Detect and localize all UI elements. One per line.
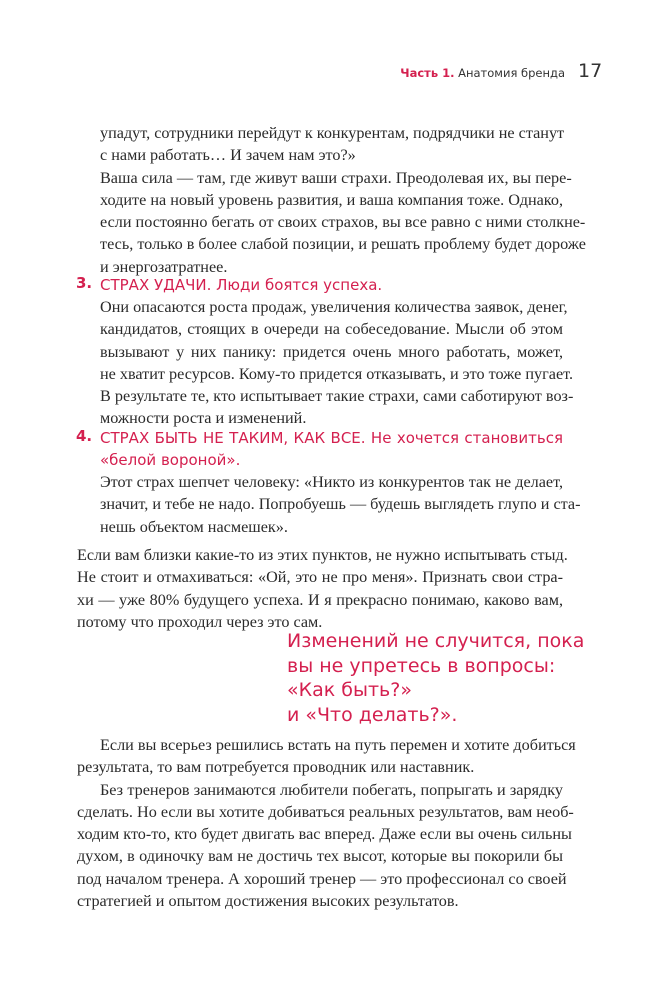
text-line: хи — уже 80% будущего успеха. И я прекрасно понимаю, каково вам, [77, 590, 563, 609]
text-line: Если вам близки какие-то из этих пунктов, не нужно испытывать стыд. [77, 546, 568, 564]
text-line: кандидатов, стоящих в очереди на собеседование. Мысли об этом [100, 320, 563, 339]
quote-line: Изменений не случится, пока [287, 630, 585, 652]
text-line: духом, в одиночку вам не достичь тех высот, которые вы покорили бы [77, 847, 563, 866]
text-line: вызывают у них панику: придется очень много работать, может, [100, 342, 563, 361]
text-line: и энергозатратнее. [100, 257, 228, 276]
part-label: Часть 1. [400, 66, 455, 80]
item-heading [100, 427, 563, 471]
item-body [100, 471, 581, 538]
text-line: если постоянно бегать от своих страхов, вы все равно с ними столкне- [100, 213, 586, 232]
text-line: упадут, сотрудники перейдут к конкурентам, подрядчики не станут [100, 124, 565, 142]
text-line: Если вы всерьез решились встать на путь перемен и хотите добиться [100, 736, 576, 754]
closing-paragraph [77, 544, 568, 633]
quote-line: и «Что делать?». [287, 703, 458, 726]
item-number: 4. [76, 427, 93, 445]
quote-line: «Как быть?» [287, 679, 412, 701]
text-line: не хватит ресурсов. Кому-то придется отказывать, и это тоже пугает. [100, 364, 574, 383]
final-paragraph [77, 734, 576, 912]
text-line: Не стоит и отмахиваться: «Ой, это не про меня». Признать свои стра- [77, 568, 563, 587]
item-heading: СТРАХ УДАЧИ. Люди боятся успеха. [100, 276, 383, 294]
text-line: результата, то вам потребуется проводник или наставник. [77, 758, 475, 777]
text-line: с нами работать… И зачем нам это?» [100, 146, 356, 165]
text-line: В результате те, кто испытывает такие страхи, сами саботируют воз- [100, 387, 574, 406]
text-line: Ваша сила — там, где живут ваши страхи. Преодолевая их, вы пере- [100, 168, 572, 187]
chapter-title: Анатомия бренда [458, 66, 565, 80]
text-line: значит, и тебе не надо. Попробуешь — будешь выглядеть глупо и ста- [100, 495, 581, 514]
quote-line: вы не упретесь в вопросы: [287, 654, 556, 677]
text-line: ходите на новый уровень развития, и ваша компания тоже. Однако, [100, 190, 563, 209]
heading-line: «белой вороной». [100, 451, 241, 469]
text-line: Без тренеров занимаются любители побегать, попрыгать и зарядку [100, 780, 563, 799]
text-line: ходим кто-то, кто будет двигать вас вперед. Даже если вы очень сильны [77, 825, 572, 844]
text-line: под началом тренера. А хороший тренер — это профессионал со своей [77, 869, 567, 888]
text-line: можности роста и изменений. [100, 409, 307, 428]
running-header [300, 66, 565, 80]
text-line: потому что проходил через это сам. [77, 612, 323, 631]
text-line: Они опасаются роста продаж, увеличения количества заявок, денег, [100, 298, 568, 316]
text-line: стратегией и опытом достижения высоких результатов. [77, 892, 459, 911]
text-line: нешь объектом насмешек». [100, 517, 288, 536]
intro-paragraph [100, 122, 586, 278]
text-line: сделать. Но если вы хотите добиваться реальных результатов, вам необ- [77, 802, 574, 821]
text-line: тесь, только в более слабой позиции, и решать проблему будет дороже [100, 235, 586, 254]
page-number: 17 [578, 60, 603, 82]
item-body [100, 296, 574, 430]
pull-quote [287, 629, 584, 727]
text-line: Этот страх шепчет человеку: «Никто из конкурентов так не делает, [100, 473, 563, 491]
heading-line: СТРАХ БЫТЬ НЕ ТАКИМ, КАК ВСЕ. Не хочется становиться [100, 429, 563, 447]
item-number: 3. [76, 274, 93, 292]
